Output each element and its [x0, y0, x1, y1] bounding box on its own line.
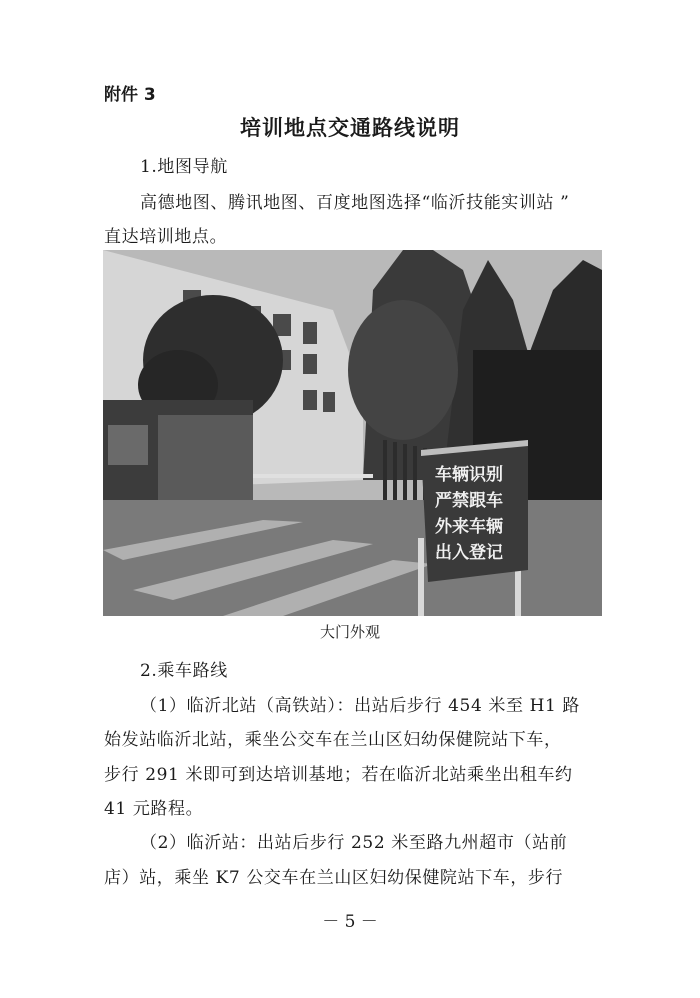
- section1-para-line1: 高德地图、腾讯地图、百度地图选择“临沂技能实训站 ”: [140, 193, 570, 213]
- gate-photo: [103, 250, 602, 616]
- sign-line-2: 严禁跟车: [435, 491, 503, 511]
- route1-line3: 步行 291 米即可到达培训基地；若在临沂北站乘坐出租车约: [104, 765, 573, 785]
- route2-line2: 店）站，乘坐 K7 公交车在兰山区妇幼保健院站下车，步行: [104, 868, 564, 888]
- sign-line-4: 出入登记: [435, 543, 503, 563]
- sign-line-3: 外来车辆: [435, 517, 503, 537]
- section1-heading: 1.地图导航: [140, 157, 228, 177]
- attachment-label: 附件 3: [104, 85, 156, 105]
- route1-line2: 始发站临沂北站，乘坐公交车在兰山区妇幼保健院站下车，: [104, 730, 562, 750]
- route1-line1: （1）临沂北站（高铁站）：出站后步行 454 米至 H1 路: [140, 696, 581, 716]
- sign-line-1: 车辆识别: [435, 465, 503, 485]
- document-title: 培训地点交通路线说明: [240, 115, 460, 140]
- page-number: － 5 －: [322, 912, 378, 932]
- barrier-arm: [253, 474, 373, 478]
- section2-heading: 2.乘车路线: [140, 661, 228, 681]
- route2-line1: （2）临沂站：出站后步行 252 米至路九州超市（站前: [140, 833, 568, 853]
- photo-caption: 大门外观: [319, 623, 380, 641]
- route1-line4: 41 元路程。: [104, 799, 204, 819]
- section1-para-line2: 直达培训地点。: [104, 227, 228, 247]
